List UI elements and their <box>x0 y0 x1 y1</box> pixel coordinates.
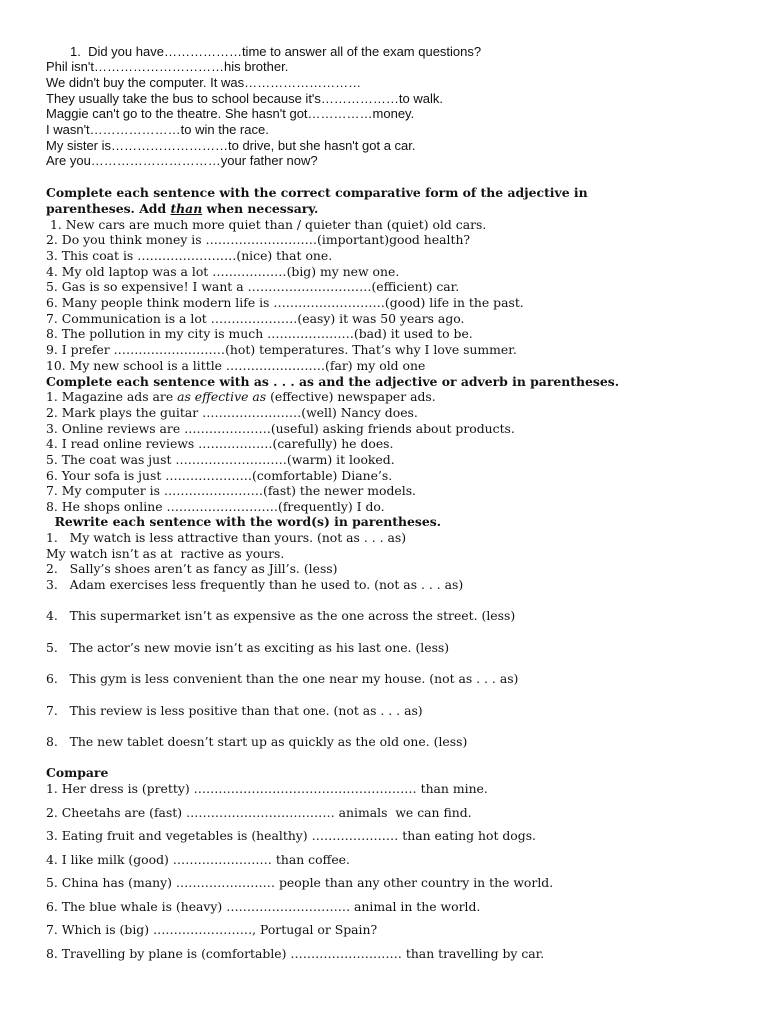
s4-item-1: 1. My watch is less attractive than yours. (not as . . . as) <box>46 530 407 545</box>
s2-item-2: 2. Do you think money is ………………………(important)good health? <box>46 232 471 247</box>
s1-item-7: My sister is………………………to drive, but she hasn't got a car. <box>46 138 416 153</box>
s1-item-3: We didn't buy the computer. It was……………………… <box>46 75 362 90</box>
s5-item-5: 5. China has (many) …………………… people than any other country in the world. <box>46 875 554 890</box>
s1-item-2: Phil isn't…………………………his brother. <box>46 59 289 74</box>
s4-item-4: 4. This supermarket isn’t as expensive as the one across the street. (less) <box>46 608 516 623</box>
s2-item-7: 7. Communication is a lot …………………(easy) it was 50 years ago. <box>46 311 465 326</box>
s1-item-6: I wasn't…………………to win the race. <box>46 122 269 137</box>
s3-item-8: 8. He shops online ………………………(frequently) I do. <box>46 499 385 514</box>
s2-item-3: 3. This coat is ……………………(nice) that one. <box>46 248 333 263</box>
s5-item-3: 3. Eating fruit and vegetables is (healthy) ………………… than eating hot dogs. <box>46 828 536 843</box>
s1-item-1: 1. Did you have………………time to answer all of the exam questions? <box>70 44 482 59</box>
s5-item-8: 8. Travelling by plane is (comfortable) ……………………… than travelling by car. <box>46 946 545 961</box>
s4-heading: Rewrite each sentence with the word(s) in parentheses. <box>46 514 442 529</box>
s5-item-7: 7. Which is (big) ……………………, Portugal or Spain? <box>46 922 378 937</box>
s3-item-1-before: 1. Magazine ads are <box>46 389 178 404</box>
s4-item-5: 5. The actor’s new movie isn’t as exciting as his last one. (less) <box>46 640 450 655</box>
s4-item-1-answer: My watch isn’t as at ractive as yours. <box>46 546 285 561</box>
s1-item-8: Are you…………………………your father now? <box>46 153 318 168</box>
s5-item-6: 6. The blue whale is (heavy) ………………………… animal in the world. <box>46 899 481 914</box>
s4-item-7: 7. This review is less positive than that one. (not as . . . as) <box>46 703 423 718</box>
s2-item-5: 5. Gas is so expensive! I want a …………………………(efficient) car. <box>46 279 460 294</box>
s2-item-8: 8. The pollution in my city is much …………………(bad) it used to be. <box>46 326 473 341</box>
s2-item-1: 1. New cars are much more quiet than / quieter than (quiet) old cars. <box>46 217 487 232</box>
s5-item-4: 4. I like milk (good) …………………… than coffee. <box>46 852 350 867</box>
s5-item-2: 2. Cheetahs are (fast) ……………………………… animals we can find. <box>46 805 472 820</box>
s2-heading-than: than <box>170 201 203 216</box>
s2-heading-line2 <box>46 201 318 216</box>
s4-item-3: 3. Adam exercises less frequently than he used to. (not as . . . as) <box>46 577 464 592</box>
s3-item-6: 6. Your sofa is just …………………(comfortable) Diane’s. <box>46 468 393 483</box>
s1-item-4: They usually take the bus to school because it's………………to walk. <box>46 91 443 106</box>
s1-item-5: Maggie can't go to the theatre. She hasn't got……………money. <box>46 106 415 121</box>
s3-item-1-italic: as effective as <box>177 389 267 404</box>
s5-item-1: 1. Her dress is (pretty) ……………………………………………… than mine. <box>46 781 488 796</box>
s3-item-1 <box>46 389 436 404</box>
s2-item-4: 4. My old laptop was a lot ………………(big) my new one. <box>46 264 400 279</box>
s3-item-2: 2. Mark plays the guitar ……………………(well) Nancy does. <box>46 405 418 420</box>
s3-item-5: 5. The coat was just ………………………(warm) it looked. <box>46 452 395 467</box>
s2-heading-after: when necessary. <box>202 201 319 216</box>
s4-item-8: 8. The new tablet doesn’t start up as quickly as the old one. (less) <box>46 734 468 749</box>
s2-item-9: 9. I prefer ………………………(hot) temperatures. That’s why I love summer. <box>46 342 517 357</box>
s3-item-4: 4. I read online reviews ………………(carefully) he does. <box>46 436 394 451</box>
s3-item-3: 3. Online reviews are …………………(useful) asking friends about products. <box>46 421 515 436</box>
s3-item-7: 7. My computer is ……………………(fast) the newer models. <box>46 483 417 498</box>
s5-heading: Compare <box>46 765 109 780</box>
s3-item-1-after: (effective) newspaper ads. <box>266 389 436 404</box>
s2-item-10: 10. My new school is a little ……………………(far) my old one <box>46 358 426 373</box>
s2-heading-line1: Complete each sentence with the correct comparative form of the adjective in <box>46 185 588 200</box>
s2-item-6: 6. Many people think modern life is ………………………(good) life in the past. <box>46 295 524 310</box>
s4-item-2: 2. Sally’s shoes aren’t as fancy as Jill’s. (less) <box>46 561 338 576</box>
s2-heading-before: parentheses. Add <box>46 201 171 216</box>
s3-heading: Complete each sentence with as . . . as and the adjective or adverb in parentheses. <box>46 374 620 389</box>
s4-item-6: 6. This gym is less convenient than the one near my house. (not as . . . as) <box>46 671 519 686</box>
